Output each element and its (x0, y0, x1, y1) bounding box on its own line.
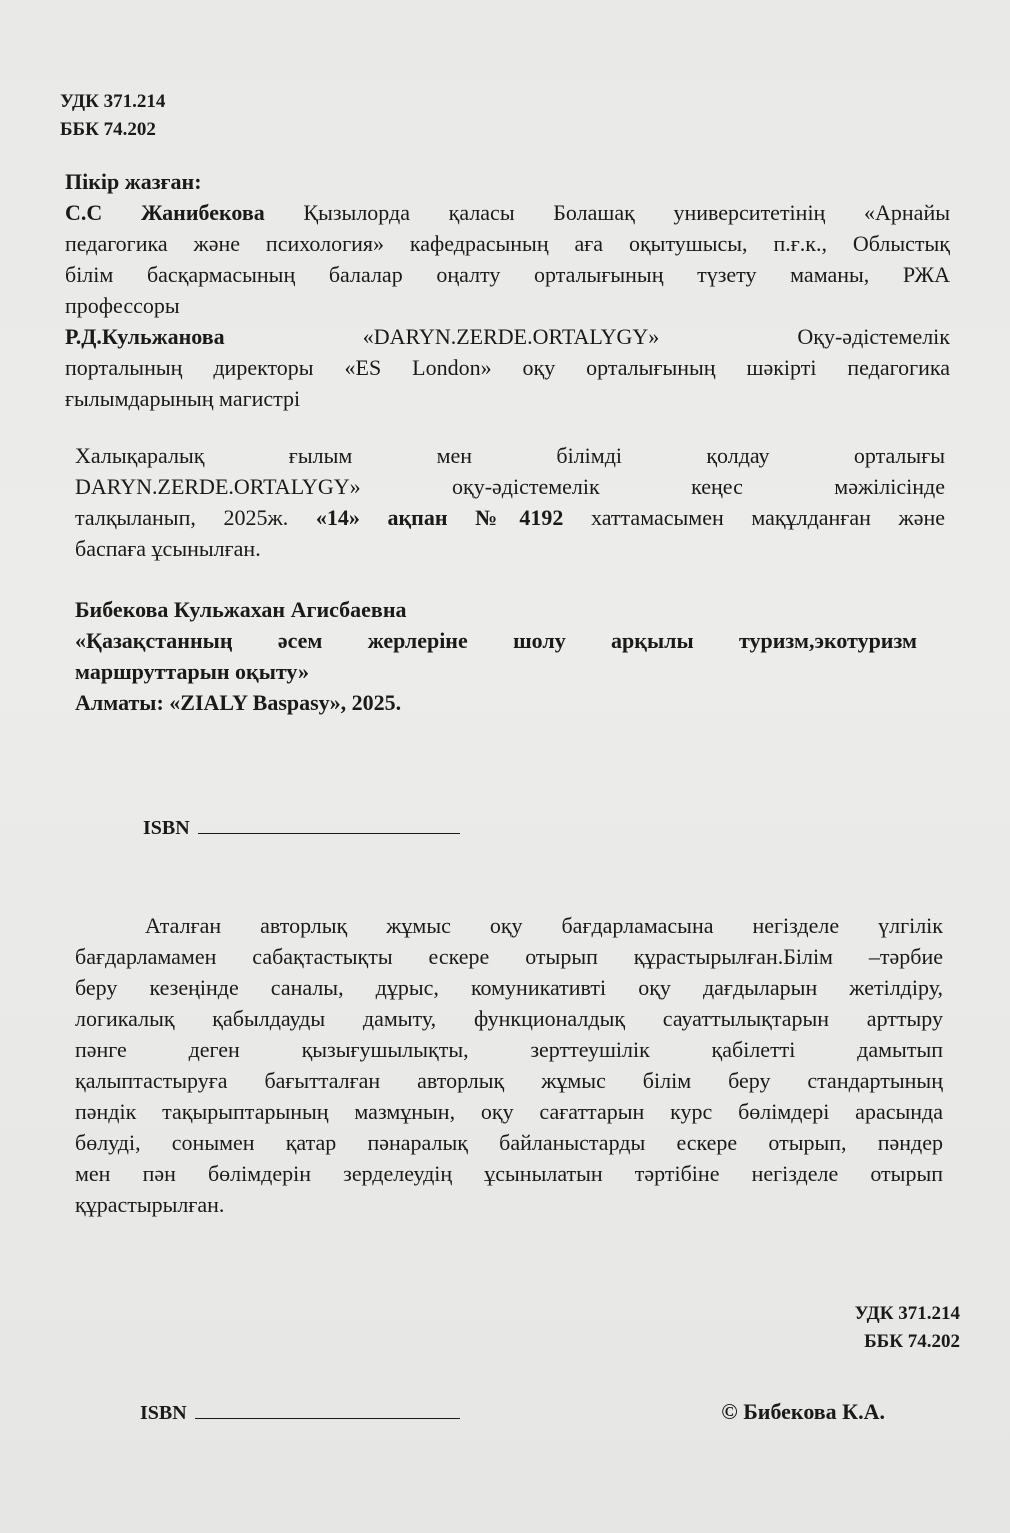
reviewer-1-name: С.С Жанибекова (65, 200, 265, 225)
abstract-line-1: Аталған авторлық жұмыс оқу бағдарламасына негізделе үлгілік (145, 913, 943, 938)
protocol-number: «14» ақпан №4192 (315, 505, 564, 530)
book-info (75, 594, 917, 718)
approval-line-4: баспаға ұсынылған. (75, 536, 261, 561)
isbn-label: ISBN (143, 817, 190, 839)
footer-isbn-line (140, 1398, 460, 1429)
footer-codes (855, 1300, 960, 1356)
approval-line-2: DARYN.ZERDE.ORTALYGY» оқу-әдістемелік кеңес мәжілісінде (75, 474, 945, 499)
isbn-line (143, 813, 460, 844)
reviewer-1-text: Қызылорда қаласы Болашақ университетінің «Арнайы (264, 200, 950, 225)
approval-section (75, 440, 945, 564)
reviewer-1-line-4: профессоры (65, 293, 180, 318)
isbn-blank (198, 815, 460, 834)
reviewer-2-line-2: порталының директоры «ES London» оқу орталығының шәкірті педагогика (65, 355, 950, 380)
reviewer-1-line-2: педагогика және психология» кафедрасының аға оқытушысы, п.ғ.к., Облыстық (65, 231, 950, 256)
reviewers-heading: Пікір жазған: (65, 169, 202, 194)
bbk-code: ББК 74.202 (60, 119, 156, 140)
reviewer-2-name: Р.Д.Кульжанова (65, 324, 225, 349)
abstract-line-2: бағдарламамен сабақтастықты ескере отырып құрастырылған.Білім –тәрбие (75, 944, 943, 969)
abstract-line-10: құрастырылған. (75, 1192, 225, 1217)
footer-udk-code: УДК 371.214 (854, 1303, 960, 1324)
reviewers-section (65, 166, 950, 414)
book-publisher: Алматы: «ZIALY Baspasy», 2025. (75, 690, 402, 715)
abstract-line-3: беру кезеңінде саналы, дұрыс, комуникативті оқу дағдыларын жетілдіру, (75, 975, 943, 1000)
abstract-line-8: бөлуді, сонымен қатар пәнаралық байланыстарды ескере отырып, пәндер (75, 1130, 943, 1155)
book-title-line-1: «Қазақстанның әсем жерлеріне шолу арқылы туризм,экотуризм (75, 628, 917, 653)
approval-line-1: Халықаралық ғылым мен білімді қолдау орталығы (75, 443, 945, 468)
udk-code: УДК 371.214 (60, 91, 166, 112)
reviewer-2-line-3: ғылымдарының магистрі (65, 386, 301, 411)
reviewer-2-text: «DARYN.ZERDE.ORTALYGY» Оқу-әдістемелік (224, 324, 950, 349)
footer-isbn-blank (195, 1400, 460, 1419)
approval-date-text: талқыланып, 2025ж. (75, 505, 316, 530)
abstract-line-6: қалыптастыруға бағытталған авторлық жұмыс білім беру стандартының (75, 1068, 943, 1093)
abstract-line-7: пәндік тақырыптарының мазмұнын, оқу сағаттарын курс бөлімдері арасында (75, 1099, 943, 1124)
abstract-line-4: логикалық қабылдауды дамыту, функционалдық сауаттылықтарын арттыру (75, 1006, 943, 1031)
footer-bbk-code: ББК 74.202 (864, 1331, 960, 1352)
book-author: Бибекова Кульжахан Агисбаевна (75, 597, 407, 622)
classification-codes (60, 88, 165, 144)
abstract-section (75, 910, 943, 1220)
reviewer-1-line-1 (65, 197, 950, 228)
reviewer-2-line-1 (65, 321, 950, 352)
abstract-line-9: мен пән бөлімдерін зерделеудің ұсынылатын тәртібіне негізделе отырып (75, 1161, 943, 1186)
reviewer-1-line-3: білім басқармасының балалар оңалту орталығының түзету маманы, РЖА (65, 262, 950, 287)
abstract-line-5: пәнге деген қызығушылықты, зерттеушілік қабілетті дамытып (75, 1037, 943, 1062)
book-title-line-2: маршруттарын оқыту» (75, 659, 309, 684)
footer-isbn-label: ISBN (140, 1402, 187, 1424)
approval-line-3 (75, 502, 945, 533)
approval-tail-text: хаттамасымен мақұлданған және (563, 505, 946, 530)
copyright-notice: © Бибекова К.А. (721, 1399, 885, 1424)
